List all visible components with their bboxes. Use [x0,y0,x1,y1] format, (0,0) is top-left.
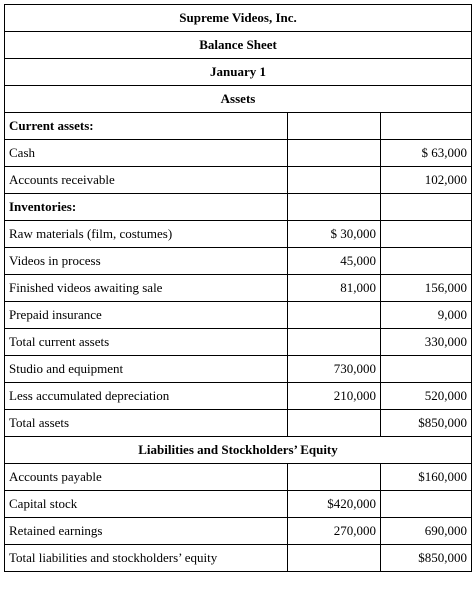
detail-amount: 270,000 [288,518,381,545]
total-amount: 330,000 [381,329,472,356]
table-row [5,113,472,140]
liabilities-heading: Liabilities and Stockholders’ Equity [5,437,472,464]
row-label: Accounts payable [5,464,288,491]
row-label: Capital stock [5,491,288,518]
total-amount [381,194,472,221]
detail-amount [288,167,381,194]
company-name: Supreme Videos, Inc. [5,5,472,32]
date-row [5,59,472,86]
table-row [5,383,472,410]
detail-amount [288,140,381,167]
total-amount: $160,000 [381,464,472,491]
table-row [5,356,472,383]
row-label: Inventories: [5,194,288,221]
detail-amount: $420,000 [288,491,381,518]
detail-amount: $ 30,000 [288,221,381,248]
table-row [5,464,472,491]
balance-sheet-table [4,4,472,572]
company-row [5,5,472,32]
statement-row [5,32,472,59]
detail-amount [288,410,381,437]
row-label: Accounts receivable [5,167,288,194]
total-amount: $850,000 [381,410,472,437]
assets-heading: Assets [5,86,472,113]
total-amount [381,113,472,140]
detail-amount: 210,000 [288,383,381,410]
liabilities-heading-row [5,437,472,464]
detail-amount [288,464,381,491]
total-amount: 156,000 [381,275,472,302]
detail-amount: 730,000 [288,356,381,383]
table-row [5,194,472,221]
row-label: Total assets [5,410,288,437]
detail-amount [288,194,381,221]
detail-amount: 81,000 [288,275,381,302]
row-label: Total current assets [5,329,288,356]
row-label: Studio and equipment [5,356,288,383]
row-label: Current assets: [5,113,288,140]
row-label: Less accumulated depreciation [5,383,288,410]
table-row [5,545,472,572]
row-label: Total liabilities and stockholders’ equity [5,545,288,572]
table-row [5,329,472,356]
row-label: Videos in process [5,248,288,275]
total-amount: 102,000 [381,167,472,194]
total-amount: 690,000 [381,518,472,545]
detail-amount [288,545,381,572]
detail-amount [288,329,381,356]
total-amount [381,491,472,518]
row-label: Cash [5,140,288,167]
table-row [5,491,472,518]
total-amount: 9,000 [381,302,472,329]
row-label: Retained earnings [5,518,288,545]
table-row [5,167,472,194]
table-row [5,302,472,329]
row-label: Raw materials (film, costumes) [5,221,288,248]
table-row [5,518,472,545]
total-amount: 520,000 [381,383,472,410]
table-row [5,140,472,167]
total-amount: $850,000 [381,545,472,572]
assets-heading-row [5,86,472,113]
detail-amount: 45,000 [288,248,381,275]
table-row [5,275,472,302]
detail-amount [288,302,381,329]
row-label: Prepaid insurance [5,302,288,329]
total-amount [381,248,472,275]
table-row [5,248,472,275]
total-amount [381,356,472,383]
total-amount: $ 63,000 [381,140,472,167]
statement-date: January 1 [5,59,472,86]
row-label: Finished videos awaiting sale [5,275,288,302]
table-row [5,410,472,437]
total-amount [381,221,472,248]
detail-amount [288,113,381,140]
statement-title: Balance Sheet [5,32,472,59]
table-row [5,221,472,248]
